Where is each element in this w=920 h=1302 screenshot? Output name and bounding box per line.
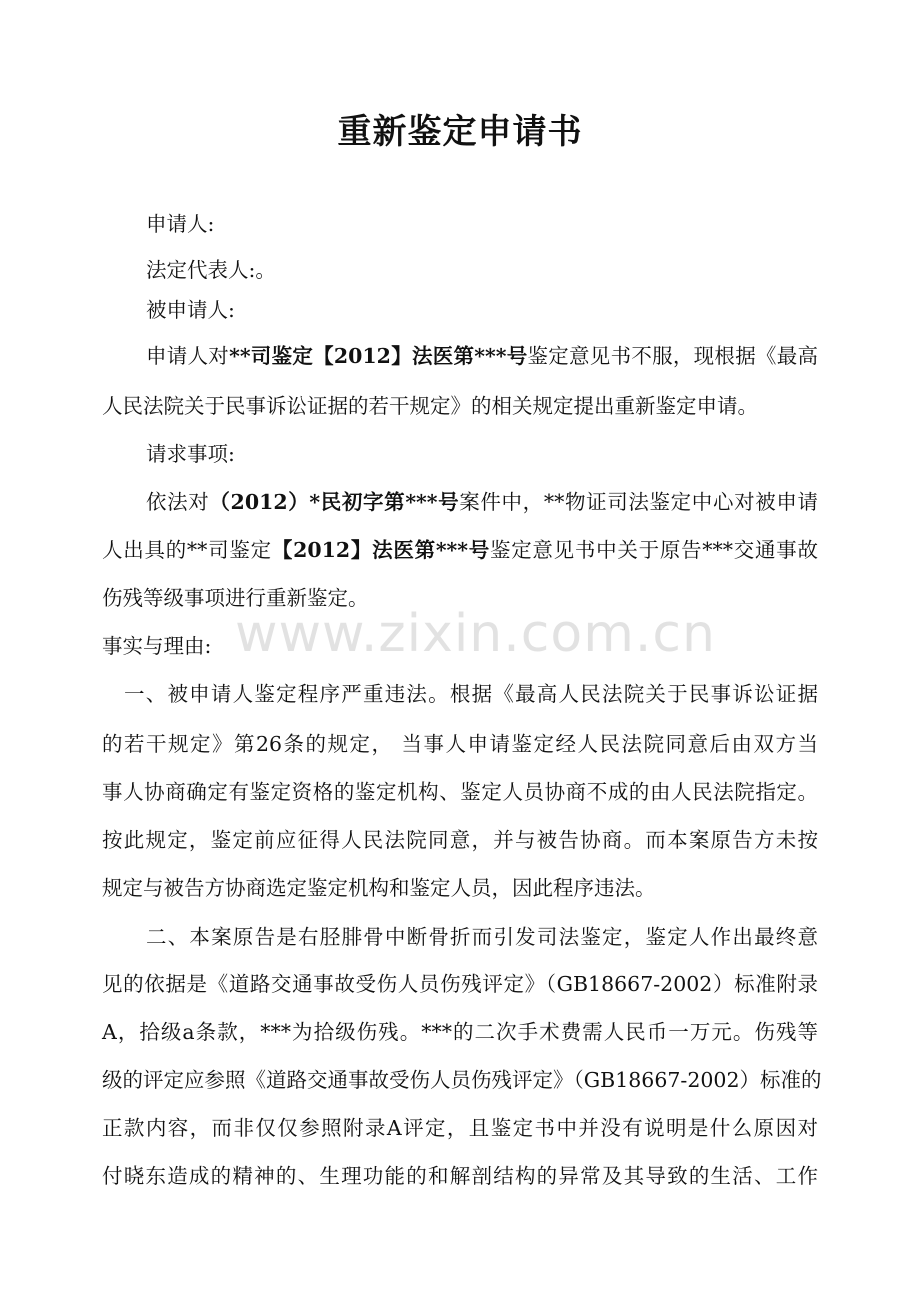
request-heading: 请求事项: xyxy=(146,442,235,466)
request-line-3: 伤残等级事项进行重新鉴定。 xyxy=(102,586,369,610)
request-text: 鉴定意见书中关于原告***交通事故 xyxy=(489,538,818,562)
request-text: 人出具的**司鉴定 xyxy=(102,538,272,562)
reason1-line: 按此规定，鉴定前应征得人民法院同意，并与被告协商。而本案原告方未按 xyxy=(102,828,818,852)
reason1-line: 一、被申请人鉴定程序严重违法。根据《最高人民法院关于民事诉讼证据 xyxy=(124,682,818,706)
intro-text: 鉴定意见书不服，现根据《最高 xyxy=(527,344,819,368)
reason2-line: 级的评定应参照《道路交通事故受伤人员伤残评定》（GB18667-2002）标准的 xyxy=(102,1068,822,1092)
intro-line-2: 人民法院关于民事诉讼证据的若干规定》的相关规定提出重新鉴定申请。 xyxy=(102,394,758,418)
request-text: 依法对 xyxy=(146,490,210,514)
applicant-line: 申请人: xyxy=(146,212,215,236)
request-text: 案件中，**物证司法鉴定中心对被申请 xyxy=(459,490,819,514)
intro-line-1 xyxy=(146,341,818,371)
reason2-line: 见的依据是《道路交通事故受伤人员伤残评定》（GB18667-2002）标准附录 xyxy=(102,972,818,996)
legal-rep-line: 法定代表人:。 xyxy=(146,258,276,282)
watermark: www.zixin.com.cn xyxy=(235,604,716,664)
reason2-line: 付晓东造成的精神的、生理功能的和解剖结构的异常及其导致的生活、工作 xyxy=(102,1164,818,1188)
reason2-line: 正款内容，而非仅仅参照附录A评定，且鉴定书中并没有说明是什么原因对 xyxy=(102,1116,818,1140)
facts-heading: 事实与理由: xyxy=(102,634,212,658)
reason1-line: 规定与被告方协商选定鉴定机构和鉴定人员，因此程序违法。 xyxy=(102,876,656,900)
reason2-line: 二、本案原告是右胫腓骨中断骨折而引发司法鉴定，鉴定人作出最终意 xyxy=(146,925,818,949)
case-reference: **司鉴定【2012】法医第***号 xyxy=(229,344,528,368)
intro-text: 申请人对 xyxy=(146,344,230,368)
case-reference: 【2012】法医第***号 xyxy=(271,538,490,562)
reason1-line: 的若干规定》第26条的规定， 当事人申请鉴定经人民法院同意后由双方当 xyxy=(102,732,818,756)
case-number: （2012）*民初字第***号 xyxy=(209,490,460,514)
document-title: 重新鉴定申请书 xyxy=(337,112,583,152)
respondent-line: 被申请人: xyxy=(146,298,235,322)
reason1-line: 事人协商确定有鉴定资格的鉴定机构、鉴定人员协商不成的由人民法院指定。 xyxy=(102,780,818,804)
request-line-2 xyxy=(102,535,818,565)
request-line-1 xyxy=(146,487,818,517)
reason2-line: A，拾级a条款，***为拾级伤残。***的二次手术费需人民币一万元。伤残等 xyxy=(102,1020,818,1044)
